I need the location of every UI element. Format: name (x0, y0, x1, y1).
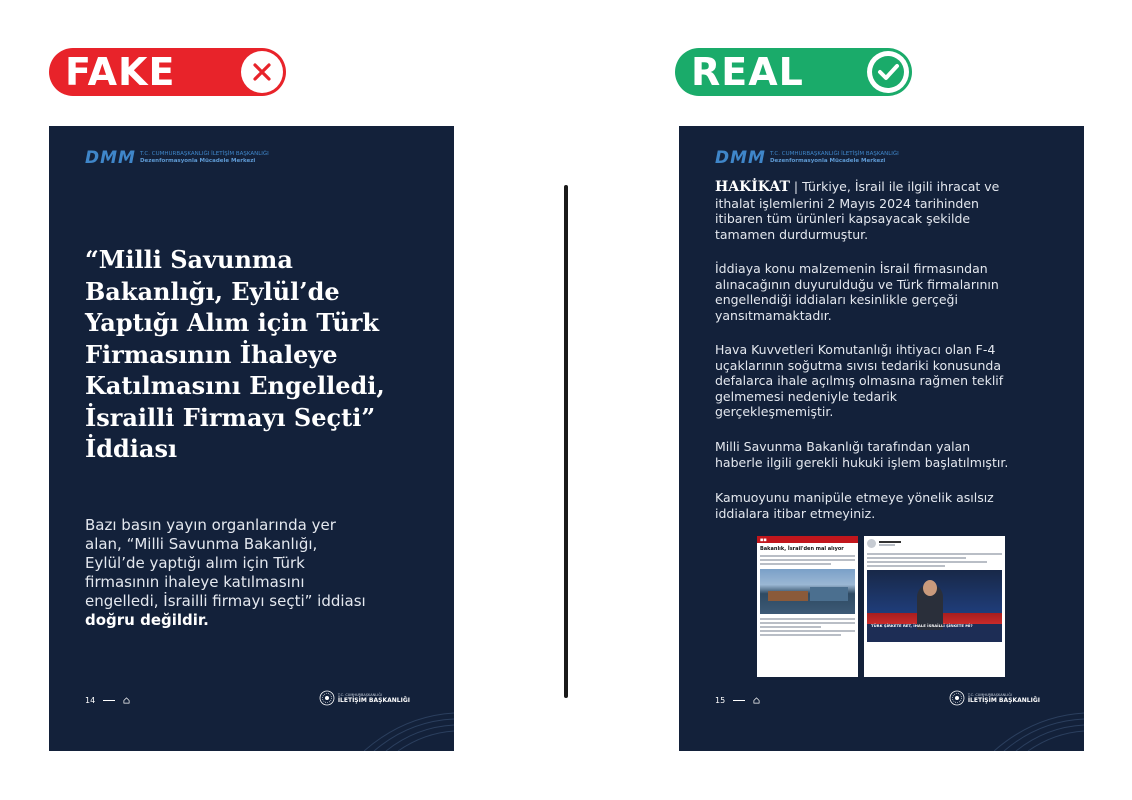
page-rule (103, 700, 115, 701)
tweet-name-line (879, 541, 901, 543)
news-header-bar (757, 536, 858, 543)
fake-badge (49, 48, 286, 96)
brand-line1: T.C. CUMHURBAŞKANLIĞI İLETİŞİM BAŞKANLIĞI (769, 151, 899, 157)
org-small-line: T.C. CUMHURBAŞKANLIĞI (337, 693, 382, 697)
text-line (867, 557, 966, 559)
org-logo (949, 690, 1040, 706)
fake-label: FAKE (65, 50, 176, 94)
fact-paragraph-3: Hava Kuvvetleri Komutanlığı ihtiyacı olan F-4 uçaklarının soğutma sıvısı tedariki konusunda defalarca ihale açılmış olmasına rağmen teklif gelmemesi nedeniyle tedarik gerçekleşmemiştir. (715, 342, 1004, 419)
checkmark-icon (870, 54, 906, 90)
fact-paragraph-1 (715, 179, 1015, 242)
org-big-line: İLETİŞİM BAŞKANLIĞI (967, 697, 1040, 704)
check-circle-icon (867, 51, 909, 93)
text-line (867, 553, 1002, 555)
claim-title: “Milli Savunma Bakanlığı, Eylül’de Yaptığı Alım için Türk Firmasının İhaleye Katılmasını Engelledi, İsrailli Firmayı Seçti” İddiası (85, 245, 385, 463)
text-line (760, 630, 855, 632)
claim-body-text: Bazı basın yayın organlarında yer alan, “Milli Savunma Bakanlığı, Eylül’de yaptığı alım için Türk firmasının ihaleye katılmasını engelledi, İsrailli firmayı seçti” iddiası (85, 516, 366, 610)
fact-page (679, 126, 1084, 751)
fact-paragraph-4: Milli Savunma Bakanlığı tarafından yalan haberle ilgili gerekli hukuki işlem başlatılmıştır. (715, 439, 1009, 470)
home-icon (123, 697, 130, 704)
text-line (867, 561, 987, 563)
org-logo (319, 690, 410, 706)
video-ticker: TÜRK ŞİRKETE RET, İHALE İSRAİLLİ ŞİRKETE Mİ? (871, 623, 973, 628)
dmm-logo (85, 150, 269, 166)
news-photo (760, 569, 855, 614)
text-line (760, 622, 855, 624)
text-line (760, 563, 831, 565)
dmm-mark: DMM (715, 148, 766, 168)
home-icon (753, 697, 760, 704)
photo-shape (810, 587, 848, 601)
real-label: REAL (691, 50, 804, 94)
claim-page (49, 126, 454, 751)
text-line (760, 618, 855, 620)
page-number (85, 696, 130, 705)
dmm-mark: DMM (85, 148, 136, 168)
news-brand-logo: ◼︎◼︎ (760, 537, 767, 542)
text-line (760, 555, 855, 557)
text-line (867, 565, 945, 567)
avatar (867, 539, 876, 548)
page-number-value: 14 (85, 696, 96, 705)
page-number-value: 15 (715, 696, 726, 705)
decorative-lines (994, 711, 1084, 751)
brand-line2: Dezenformasyonla Mücadele Merkezi (769, 158, 886, 164)
photo-shape (768, 591, 808, 601)
fact-label: HAKİKAT (715, 179, 790, 195)
emblem-icon (319, 690, 335, 706)
news-screenshot (757, 536, 858, 677)
video-face (923, 580, 937, 596)
dmm-logo (715, 150, 899, 166)
tweet-header (864, 536, 1005, 551)
org-small-line: T.C. CUMHURBAŞKANLIĞI (967, 693, 1012, 697)
tweet-screenshot (864, 536, 1005, 677)
text-line (760, 634, 841, 636)
cross-circle-icon (241, 51, 283, 93)
fact-paragraph-5: Kamuoyunu manipüle etmeye yönelik asılsız iddialara itibar etmeyiniz. (715, 490, 994, 521)
decorative-lines (364, 711, 454, 751)
claim-body (85, 516, 375, 630)
text-line (760, 559, 855, 561)
emblem-icon (949, 690, 965, 706)
tweet-handle-line (879, 544, 895, 546)
text-line (760, 626, 821, 628)
divider (564, 185, 568, 698)
news-headline: Bakanlık, İsrail'den mal alıyor (760, 546, 844, 552)
close-icon (250, 60, 274, 84)
brand-line1: T.C. CUMHURBAŞKANLIĞI İLETİŞİM BAŞKANLIĞI (139, 151, 269, 157)
page-number (715, 696, 760, 705)
real-badge (675, 48, 912, 96)
fact-text-1: Türkiye, İsrail ile ilgili ihracat ve ithalat işlemlerini 2 Mayıs 2024 tarihinden itibaren tüm ürünleri kapsayacak şekilde tamamen durdurmuştur. (715, 179, 1000, 242)
brand-line2: Dezenformasyonla Mücadele Merkezi (139, 158, 256, 164)
org-big-line: İLETİŞİM BAŞKANLIĞI (337, 697, 410, 704)
page-rule (733, 700, 745, 701)
claim-verdict: doğru değildir. (85, 611, 209, 629)
fact-paragraph-2: İddiaya konu malzemenin İsrail firmasından alınacağının duyurulduğu ve Türk firmalarının engellendiği iddiaları kesinlikle gerçeği yansıtmamaktadır. (715, 261, 999, 323)
tweet-video (867, 570, 1002, 642)
fact-separator: | (789, 179, 803, 194)
